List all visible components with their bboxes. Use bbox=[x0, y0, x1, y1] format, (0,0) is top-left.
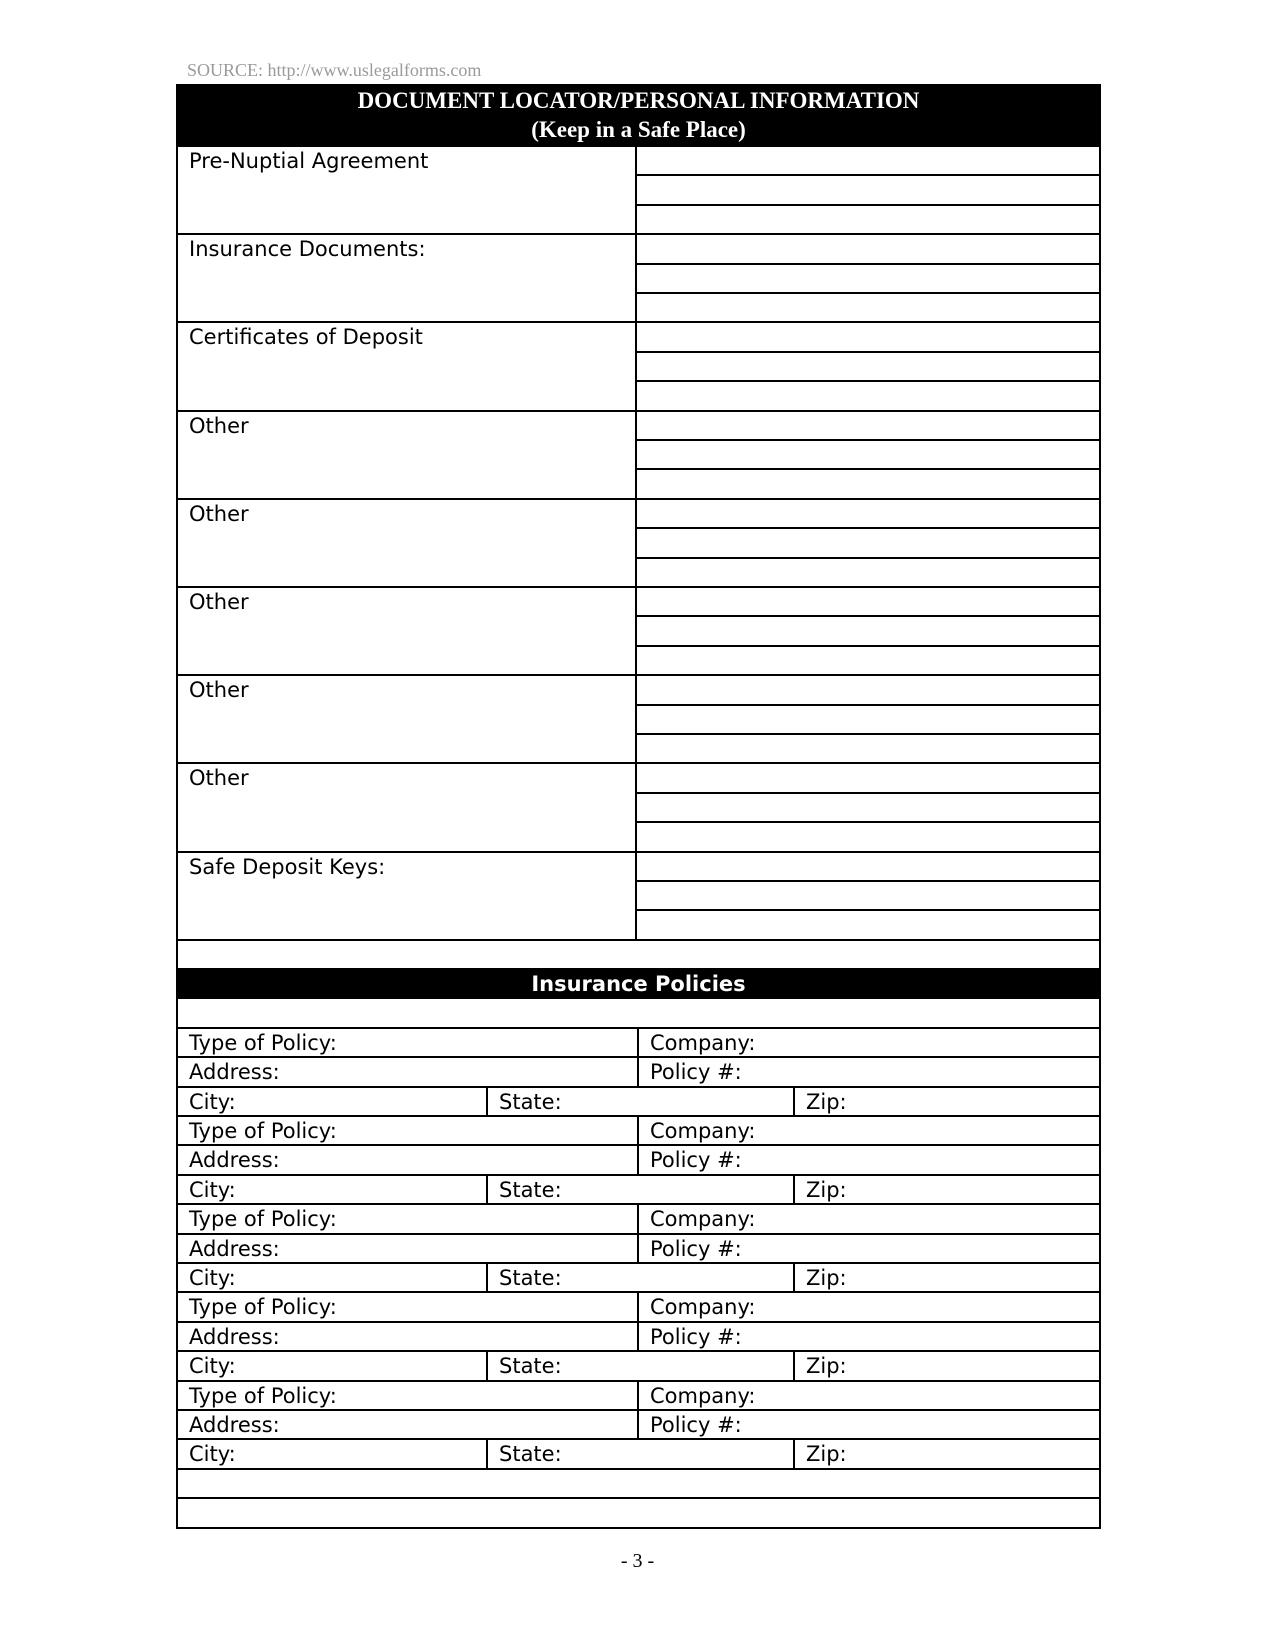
section-label: Other bbox=[178, 588, 637, 674]
entry-line[interactable] bbox=[637, 174, 1099, 203]
section-entry-lines bbox=[637, 500, 1099, 586]
blank-row[interactable] bbox=[178, 939, 1099, 968]
type-of-policy-field[interactable]: Type of Policy: bbox=[189, 1207, 337, 1232]
section-entry-lines bbox=[637, 676, 1099, 762]
section-label: Other bbox=[178, 500, 637, 586]
entry-line[interactable] bbox=[637, 439, 1099, 468]
section-entry-lines bbox=[637, 764, 1099, 850]
state-field[interactable]: State: bbox=[486, 1176, 793, 1203]
section-label: Other bbox=[178, 412, 637, 498]
insurance-policies-header bbox=[178, 968, 1099, 997]
entry-line[interactable] bbox=[637, 615, 1099, 644]
policy-block bbox=[178, 1380, 1099, 1468]
entry-line[interactable] bbox=[637, 235, 1099, 262]
entry-line[interactable] bbox=[637, 853, 1099, 880]
section-label: Safe Deposit Keys: bbox=[178, 853, 637, 939]
entry-line[interactable] bbox=[637, 704, 1099, 733]
document-section bbox=[178, 762, 1099, 850]
document-section bbox=[178, 233, 1099, 321]
policy-row bbox=[178, 1174, 1099, 1203]
section-entry-lines bbox=[637, 853, 1099, 939]
entry-line[interactable] bbox=[637, 263, 1099, 292]
company-field[interactable]: Company: bbox=[637, 1382, 1099, 1409]
source-url: SOURCE: http://www.uslegalforms.com bbox=[187, 60, 482, 80]
company-field[interactable]: Company: bbox=[637, 1293, 1099, 1320]
address-field[interactable]: Address: bbox=[189, 1236, 280, 1261]
policy-number-field[interactable]: Policy #: bbox=[637, 1411, 1099, 1438]
state-field[interactable]: State: bbox=[486, 1088, 793, 1115]
entry-line[interactable] bbox=[637, 880, 1099, 909]
section-entry-lines bbox=[637, 323, 1099, 409]
policy-block bbox=[178, 1027, 1099, 1115]
policy-block bbox=[178, 1203, 1099, 1291]
form-subtitle: (Keep in a Safe Place) bbox=[531, 117, 746, 142]
policy-row bbox=[178, 1350, 1099, 1379]
blank-row[interactable] bbox=[178, 1497, 1099, 1526]
policy-row bbox=[178, 1291, 1099, 1320]
entry-line[interactable] bbox=[637, 500, 1099, 527]
document-section bbox=[178, 498, 1099, 586]
policy-row bbox=[178, 1438, 1099, 1467]
page-number: - 3 - bbox=[620, 1550, 655, 1572]
policy-number-field[interactable]: Policy #: bbox=[637, 1323, 1099, 1350]
company-field[interactable]: Company: bbox=[637, 1205, 1099, 1232]
zip-field[interactable]: Zip: bbox=[793, 1440, 1099, 1467]
policy-number-field[interactable]: Policy #: bbox=[637, 1235, 1099, 1262]
policy-number-field[interactable]: Policy #: bbox=[637, 1146, 1099, 1173]
entry-line[interactable] bbox=[637, 147, 1099, 174]
policy-row bbox=[178, 1233, 1099, 1262]
policy-number-field[interactable]: Policy #: bbox=[637, 1058, 1099, 1085]
entry-line[interactable] bbox=[637, 821, 1099, 850]
type-of-policy-field[interactable]: Type of Policy: bbox=[189, 1295, 337, 1320]
city-field[interactable]: City: bbox=[189, 1265, 236, 1290]
entry-line[interactable] bbox=[637, 733, 1099, 762]
document-section bbox=[178, 674, 1099, 762]
section-entry-lines bbox=[637, 147, 1099, 233]
document-section bbox=[178, 410, 1099, 498]
document-section bbox=[178, 851, 1099, 939]
section-label: Other bbox=[178, 676, 637, 762]
entry-line[interactable] bbox=[637, 351, 1099, 380]
address-field[interactable]: Address: bbox=[189, 1060, 280, 1085]
policy-block bbox=[178, 1115, 1099, 1203]
company-field[interactable]: Company: bbox=[637, 1117, 1099, 1144]
section-entry-lines bbox=[637, 412, 1099, 498]
policy-row bbox=[178, 1409, 1099, 1438]
section-entry-lines bbox=[637, 588, 1099, 674]
entry-line[interactable] bbox=[637, 412, 1099, 439]
zip-field[interactable]: Zip: bbox=[793, 1352, 1099, 1379]
policy-row bbox=[178, 1056, 1099, 1085]
insurance-policies-list bbox=[178, 1027, 1099, 1468]
blank-row[interactable] bbox=[178, 997, 1099, 1026]
policy-row bbox=[178, 1380, 1099, 1409]
section-label: Insurance Documents: bbox=[178, 235, 637, 321]
entry-line[interactable] bbox=[637, 557, 1099, 586]
document-section bbox=[178, 586, 1099, 674]
policy-row bbox=[178, 1144, 1099, 1173]
city-field[interactable]: City: bbox=[189, 1177, 236, 1202]
section-entry-lines bbox=[637, 235, 1099, 321]
city-field[interactable]: City: bbox=[189, 1442, 236, 1467]
state-field[interactable]: State: bbox=[486, 1352, 793, 1379]
address-field[interactable]: Address: bbox=[189, 1412, 280, 1437]
entry-line[interactable] bbox=[637, 764, 1099, 791]
entry-line[interactable] bbox=[637, 645, 1099, 674]
entry-line[interactable] bbox=[637, 527, 1099, 556]
policy-block bbox=[178, 1291, 1099, 1379]
state-field[interactable]: State: bbox=[486, 1264, 793, 1291]
policy-row bbox=[178, 1262, 1099, 1291]
document-locator-form bbox=[176, 84, 1101, 1529]
address-field[interactable]: Address: bbox=[189, 1324, 280, 1349]
policy-row bbox=[178, 1115, 1099, 1144]
policy-row bbox=[178, 1086, 1099, 1115]
zip-field[interactable]: Zip: bbox=[793, 1176, 1099, 1203]
document-sections bbox=[178, 145, 1099, 939]
entry-line[interactable] bbox=[637, 323, 1099, 350]
entry-line[interactable] bbox=[637, 792, 1099, 821]
entry-line[interactable] bbox=[637, 468, 1099, 497]
section-label: Certificates of Deposit bbox=[178, 323, 637, 409]
insurance-policies-title: Insurance Policies bbox=[531, 972, 746, 997]
company-field[interactable]: Company: bbox=[637, 1029, 1099, 1056]
document-section bbox=[178, 321, 1099, 409]
policy-row bbox=[178, 1203, 1099, 1232]
zip-field[interactable]: Zip: bbox=[793, 1264, 1099, 1291]
form-title: DOCUMENT LOCATOR/PERSONAL INFORMATION bbox=[357, 88, 920, 113]
entry-line[interactable] bbox=[637, 588, 1099, 615]
blank-row[interactable] bbox=[178, 1468, 1099, 1497]
entry-line[interactable] bbox=[637, 676, 1099, 703]
entry-line[interactable] bbox=[637, 909, 1099, 938]
policy-row bbox=[178, 1321, 1099, 1350]
state-field[interactable]: State: bbox=[486, 1440, 793, 1467]
city-field[interactable]: City: bbox=[189, 1089, 236, 1114]
section-label: Pre-Nuptial Agreement bbox=[178, 147, 637, 233]
address-field[interactable]: Address: bbox=[189, 1148, 280, 1173]
document-section bbox=[178, 145, 1099, 233]
type-of-policy-field[interactable]: Type of Policy: bbox=[189, 1383, 337, 1408]
policy-row bbox=[178, 1027, 1099, 1056]
entry-line[interactable] bbox=[637, 380, 1099, 409]
entry-line[interactable] bbox=[637, 292, 1099, 321]
form-header bbox=[178, 86, 1099, 145]
type-of-policy-field[interactable]: Type of Policy: bbox=[189, 1119, 337, 1144]
city-field[interactable]: City: bbox=[189, 1354, 236, 1379]
type-of-policy-field[interactable]: Type of Policy: bbox=[189, 1030, 337, 1055]
zip-field[interactable]: Zip: bbox=[793, 1088, 1099, 1115]
entry-line[interactable] bbox=[637, 204, 1099, 233]
section-label: Other bbox=[178, 764, 637, 850]
